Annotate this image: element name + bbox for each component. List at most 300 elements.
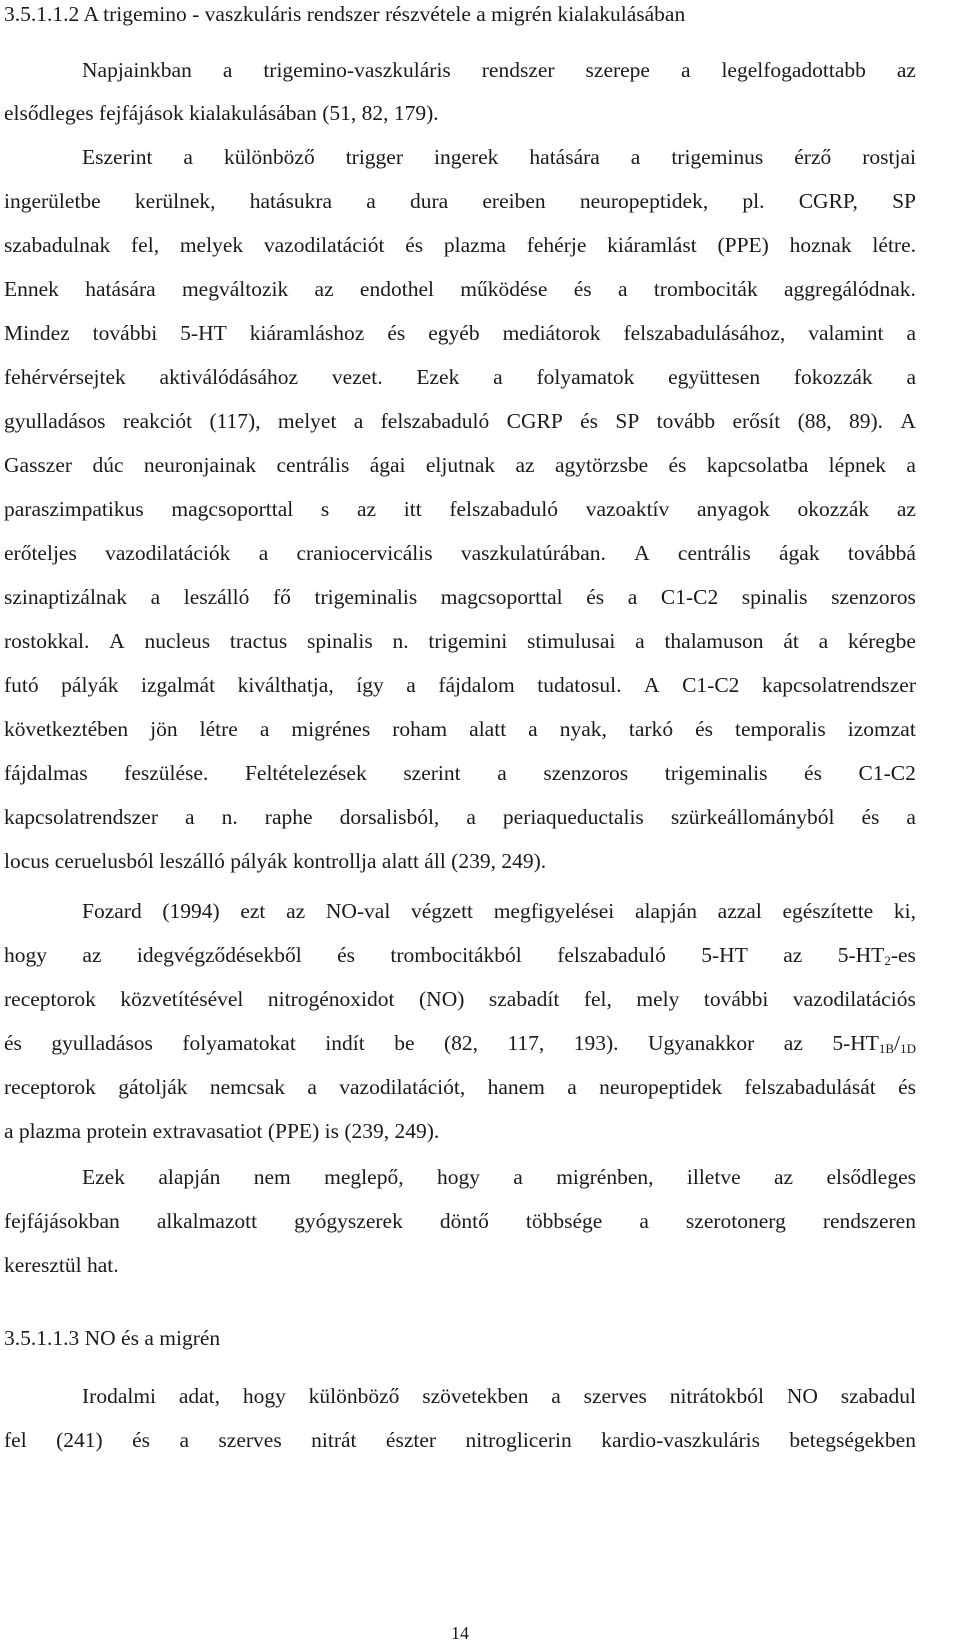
word: ágai xyxy=(369,453,406,477)
word: mediátorok xyxy=(502,321,601,345)
word: szenzoros xyxy=(831,585,916,609)
word: lépnek xyxy=(828,453,886,477)
word: ezt xyxy=(240,899,266,923)
word: az xyxy=(896,497,916,521)
word: folyamatok xyxy=(536,365,635,389)
word: Napjainkban xyxy=(82,58,192,82)
word: kardio-vaszkuláris xyxy=(601,1428,760,1452)
word: többsége xyxy=(525,1209,603,1233)
word: alatt xyxy=(469,717,507,741)
word: nitrátokból xyxy=(669,1384,765,1408)
word: futó xyxy=(4,673,39,697)
word: szenzoros xyxy=(543,761,629,785)
word: trigemini xyxy=(428,629,508,653)
word: felszabadulását xyxy=(744,1075,876,1099)
text-line xyxy=(4,323,916,345)
word: hanem xyxy=(487,1075,545,1099)
subscript: 1D xyxy=(900,1041,916,1056)
word: adat, xyxy=(178,1384,221,1408)
word: kapcsolatrendszer xyxy=(4,805,159,829)
text-line xyxy=(4,1033,916,1055)
word: fejfájásokban xyxy=(4,1209,120,1233)
text-line xyxy=(4,631,916,653)
word: receptorok xyxy=(4,1075,96,1099)
word: idegvégződésekből xyxy=(136,943,302,967)
word: C1-C2 xyxy=(858,761,916,785)
word: ágak xyxy=(779,541,820,565)
text-line xyxy=(82,1167,916,1189)
word: ingerek xyxy=(433,145,499,169)
word: $5-HT_{1B}/_{1D}$ xyxy=(832,1031,916,1056)
word: és xyxy=(861,805,880,829)
word: trigemino-vaszkuláris xyxy=(263,58,451,82)
word: tovább xyxy=(656,409,716,433)
page-number: 14 xyxy=(451,1623,469,1643)
word: 5-HT xyxy=(701,943,748,967)
word: indít xyxy=(325,1031,365,1055)
word: a xyxy=(497,761,507,785)
text-line: elsődleges fejfájások kialakulásában (51, 82, 179). xyxy=(4,101,439,125)
word: vazodilatációk xyxy=(105,541,231,565)
word: a xyxy=(627,585,638,609)
subscript: 2 xyxy=(884,953,891,968)
word: trombociták xyxy=(653,277,758,301)
word: észter xyxy=(385,1428,437,1452)
word: felszabadulásához, xyxy=(623,321,786,345)
word: fájdalom xyxy=(438,673,515,697)
word: kiválthatja, xyxy=(237,673,334,697)
word: a xyxy=(630,145,641,169)
word: (82, xyxy=(443,1031,478,1055)
word: craniocervicális xyxy=(296,541,433,565)
word: az xyxy=(356,497,377,521)
text-line xyxy=(4,235,916,257)
word: az xyxy=(314,277,334,301)
word: nucleus xyxy=(144,629,211,653)
word: alapján xyxy=(158,1165,221,1189)
word: különböző xyxy=(308,1384,400,1408)
word: a xyxy=(906,365,916,389)
word: mely xyxy=(636,987,680,1011)
word: izgalmát xyxy=(141,673,216,697)
word: felszabaduló xyxy=(557,943,666,967)
word: át xyxy=(783,629,799,653)
word: Ennek xyxy=(4,277,59,301)
word: egészítette xyxy=(782,899,874,923)
word: és xyxy=(804,761,822,785)
word: NO xyxy=(786,1384,818,1408)
text-line: keresztül hat. xyxy=(4,1253,119,1277)
word: fehérje xyxy=(526,233,587,257)
text-line xyxy=(4,945,916,967)
text-line xyxy=(4,807,916,829)
word: agytörzsbe xyxy=(554,453,649,477)
word: a xyxy=(307,1075,317,1099)
word: egyéb xyxy=(428,321,480,345)
text-line xyxy=(4,543,916,565)
word: n. xyxy=(221,805,238,829)
word: trigeminalis xyxy=(664,761,768,785)
word: a xyxy=(258,541,269,565)
word: tarkó xyxy=(628,717,674,741)
word: a xyxy=(639,1209,649,1233)
word: hatására xyxy=(529,145,600,169)
text-line xyxy=(4,279,916,301)
word: és xyxy=(132,1428,151,1452)
word: reakciót xyxy=(122,409,193,433)
word: megváltozik xyxy=(181,277,289,301)
word: Ezek xyxy=(416,365,460,389)
word: szabadul xyxy=(840,1384,916,1408)
word: tractus xyxy=(229,629,288,653)
word: Eszerint xyxy=(82,145,153,169)
word: szerves xyxy=(583,1384,647,1408)
word: az xyxy=(783,1031,803,1055)
word: Irodalmi xyxy=(82,1384,157,1408)
word: a xyxy=(222,58,233,82)
text-line xyxy=(4,719,916,741)
word: dorsalisból, xyxy=(339,805,440,829)
word: kapcsolatrendszer xyxy=(761,673,916,697)
word: fel, xyxy=(583,987,612,1011)
word: és xyxy=(4,1031,22,1055)
word: és xyxy=(573,277,592,301)
word: A xyxy=(900,409,916,433)
word: eljutnak xyxy=(425,453,496,477)
word: spinalis xyxy=(307,629,373,653)
word: 5-HT xyxy=(180,321,227,345)
word: legelfogadottabb xyxy=(721,58,866,82)
word: kiáramlást xyxy=(607,233,697,257)
word: további xyxy=(92,321,158,345)
text-line xyxy=(82,147,916,169)
word: nyak, xyxy=(559,717,607,741)
word: gyulladásos xyxy=(51,1031,153,1055)
word: CGRP, xyxy=(798,189,858,213)
word: következtében xyxy=(4,717,129,741)
text-line xyxy=(4,191,916,213)
word: Fozard xyxy=(82,899,142,923)
word: nemcsak xyxy=(209,1075,286,1099)
word: hogy xyxy=(4,943,47,967)
word: felszabaduló xyxy=(380,409,490,433)
section-heading: 3.5.1.1.3 NO és a migrén xyxy=(4,1326,221,1350)
word: és xyxy=(337,943,356,967)
word: és xyxy=(387,321,406,345)
word: a xyxy=(259,717,270,741)
word: megfigyelései xyxy=(493,899,615,923)
word: melyet xyxy=(277,409,337,433)
word: (NO) xyxy=(419,987,465,1011)
word: rendszeren xyxy=(822,1209,916,1233)
word: 117, xyxy=(507,1031,545,1055)
word: hogy xyxy=(242,1384,286,1408)
word: rendszer xyxy=(481,58,555,82)
word: együttesen xyxy=(668,365,761,389)
word: okozzák xyxy=(797,497,870,521)
word: fő xyxy=(272,585,291,609)
word: NO-val xyxy=(325,899,391,923)
word: a xyxy=(185,805,195,829)
word: betegségekben xyxy=(789,1428,916,1452)
word: ereiben xyxy=(482,189,546,213)
word: $5-HT_2-es$ xyxy=(837,943,916,968)
word: az xyxy=(82,943,102,967)
word: a xyxy=(617,277,628,301)
word: vazodilatációt xyxy=(263,233,385,257)
word: migrénben, xyxy=(556,1165,654,1189)
word: n. xyxy=(392,629,409,653)
word: rostokkal. xyxy=(4,629,90,653)
word: szürkeállományból xyxy=(670,805,835,829)
word: erőteljes xyxy=(4,541,77,565)
word: vezet. xyxy=(331,365,383,389)
word: leszálló xyxy=(183,585,250,609)
word: kéregbe xyxy=(847,629,916,653)
word: és xyxy=(898,1075,916,1099)
word: kerülnek, xyxy=(134,189,216,213)
word: szabadulnak xyxy=(4,233,111,257)
word: Ezek xyxy=(82,1165,125,1189)
word: szerepe xyxy=(585,58,650,82)
word: működése xyxy=(460,277,548,301)
word: szerves xyxy=(218,1428,282,1452)
word: folyamatokat xyxy=(182,1031,296,1055)
word: neuropeptidek xyxy=(599,1075,723,1099)
word: a xyxy=(635,629,645,653)
word: végzett xyxy=(410,899,474,923)
word: továbbá xyxy=(847,541,916,565)
word: kiáramláshoz xyxy=(249,321,365,345)
word: szabadít xyxy=(488,987,560,1011)
word: fehérvérsejtek xyxy=(4,365,126,389)
word: hatására xyxy=(85,277,156,301)
word: A xyxy=(644,673,660,697)
word: izomzat xyxy=(847,717,916,741)
word: Gasszer xyxy=(4,453,73,477)
word: receptorok xyxy=(4,987,96,1011)
word: migrénes xyxy=(291,717,371,741)
text-line xyxy=(4,675,916,697)
word: spinalis xyxy=(741,585,808,609)
word: a xyxy=(818,629,829,653)
word: 89). xyxy=(848,409,884,433)
word: létre. xyxy=(872,233,916,257)
word: erősít xyxy=(732,409,781,433)
word: (PPE) xyxy=(717,233,769,257)
text-line xyxy=(4,455,916,477)
word: szövetekben xyxy=(422,1384,529,1408)
text-line xyxy=(82,60,916,82)
word: ingerületbe xyxy=(4,189,101,213)
word: a xyxy=(906,453,916,477)
word: feszülése. xyxy=(124,761,209,785)
word: a xyxy=(366,189,376,213)
word: dúc xyxy=(92,453,124,477)
word: 193). xyxy=(573,1031,619,1055)
word: neuropeptidek, xyxy=(579,189,709,213)
word: s xyxy=(320,497,330,521)
word: a xyxy=(680,58,691,82)
word: anyagok xyxy=(696,497,770,521)
word: az xyxy=(896,58,916,82)
word: aktiválódásához xyxy=(159,365,299,389)
word: az xyxy=(515,453,535,477)
word: roham xyxy=(392,717,448,741)
word: a xyxy=(353,409,364,433)
word: trombocitákból xyxy=(390,943,522,967)
text-line xyxy=(4,1077,916,1099)
word: Feltételezések xyxy=(244,761,367,785)
text-line xyxy=(4,1430,916,1452)
word: trigger xyxy=(345,145,403,169)
word: döntő xyxy=(439,1209,489,1233)
word: SP xyxy=(615,409,640,433)
word: aggregálódnak. xyxy=(784,277,916,301)
word: vaszkulatúrában. xyxy=(460,541,606,565)
word: plazma xyxy=(443,233,506,257)
word: (241) xyxy=(56,1428,103,1452)
word: nitroglicerin xyxy=(465,1428,572,1452)
word: szinaptizálnak xyxy=(4,585,127,609)
word: hatásukra xyxy=(249,189,333,213)
word: fel xyxy=(4,1428,27,1452)
word: A xyxy=(634,541,650,565)
word: melyek xyxy=(179,233,244,257)
word: centrális xyxy=(677,541,751,565)
word: temporalis xyxy=(735,717,826,741)
subscript: 1B xyxy=(878,1041,895,1056)
text-line xyxy=(4,1211,916,1233)
word: valamint xyxy=(808,321,884,345)
word: centrális xyxy=(276,453,350,477)
word: a xyxy=(513,1165,523,1189)
text-line xyxy=(4,587,916,609)
word: be xyxy=(394,1031,415,1055)
word: fel, xyxy=(131,233,160,257)
word: a xyxy=(528,717,538,741)
word: a xyxy=(493,365,503,389)
word: alkalmazott xyxy=(156,1209,258,1233)
word: a xyxy=(150,585,161,609)
word: trigeminalis xyxy=(314,585,418,609)
word: az xyxy=(286,899,306,923)
word: felszabaduló xyxy=(449,497,559,521)
word: pályák xyxy=(61,673,119,697)
word: és xyxy=(586,585,605,609)
word: CGRP xyxy=(506,409,563,433)
word: gyulladásos xyxy=(4,409,106,433)
word: SP xyxy=(892,189,916,213)
word: a xyxy=(183,145,193,169)
word: szerotonerg xyxy=(685,1209,786,1233)
word: C1-C2 xyxy=(660,585,719,609)
word: a xyxy=(466,805,476,829)
word: és xyxy=(668,453,687,477)
word: periaqueductalis xyxy=(502,805,644,829)
text-line xyxy=(4,989,916,1011)
text-line xyxy=(4,411,916,433)
word: és xyxy=(695,717,713,741)
word: különböző xyxy=(223,145,315,169)
word: Ugyanakkor xyxy=(648,1031,755,1055)
word: (1994) xyxy=(162,899,220,923)
word: a xyxy=(406,673,416,697)
word: magcsoporttal xyxy=(171,497,294,521)
word: trigeminus xyxy=(671,145,764,169)
word: thalamuson xyxy=(664,629,764,653)
word: vazoaktív xyxy=(585,497,670,521)
word: Mindez xyxy=(4,321,70,345)
word: endothel xyxy=(359,277,434,301)
word: szerint xyxy=(403,761,461,785)
word: neuronjainak xyxy=(143,453,257,477)
word: és xyxy=(405,233,424,257)
word: itt xyxy=(403,497,422,521)
word: magcsoporttal xyxy=(440,585,563,609)
word: raphe xyxy=(264,805,313,829)
word: gyógyszerek xyxy=(294,1209,403,1233)
word: kapcsolatba xyxy=(706,453,809,477)
word: ki, xyxy=(893,899,916,923)
text-line xyxy=(82,901,916,923)
word: hoznak xyxy=(789,233,852,257)
word: fokozzák xyxy=(793,365,873,389)
word: az xyxy=(773,1165,794,1189)
word: jön xyxy=(150,717,178,741)
section-heading: 3.5.1.1.2 A trigemino - vaszkuláris rendszer részvétele a migrén kialakulásában xyxy=(4,2,686,26)
word: a xyxy=(567,1075,577,1099)
word: vazodilatációt, xyxy=(339,1075,466,1099)
word: A xyxy=(109,629,125,653)
word: C1-C2 xyxy=(682,673,740,697)
word: illetve xyxy=(686,1165,741,1189)
text-line xyxy=(4,367,916,389)
text-line: locus ceruelusból leszálló pályák kontrollja alatt áll (239, 249). xyxy=(4,849,547,873)
text-line xyxy=(4,763,916,785)
word: érző xyxy=(794,145,832,169)
word: fájdalmas xyxy=(4,761,88,785)
word: további xyxy=(703,987,769,1011)
word: nitrogénoxidot xyxy=(267,987,395,1011)
word: pl. xyxy=(742,189,765,213)
text-line: a plazma protein extravasatiot (PPE) is (239, 249). xyxy=(4,1119,440,1143)
word: vazodilatációs xyxy=(792,987,916,1011)
word: (117), xyxy=(209,409,261,433)
word: paraszimpatikus xyxy=(4,497,144,521)
word: nitrát xyxy=(311,1428,357,1452)
word: stimulusai xyxy=(526,629,616,653)
word: a xyxy=(906,805,916,829)
word: elsődleges xyxy=(826,1165,916,1189)
word: közvetítésével xyxy=(120,987,244,1011)
word: létre xyxy=(199,717,238,741)
text-line xyxy=(4,499,916,521)
word: nem xyxy=(253,1165,291,1189)
word: tudatosul. xyxy=(537,673,622,697)
word: így xyxy=(356,673,384,697)
word: rostjai xyxy=(862,145,916,169)
word: dura xyxy=(410,189,449,213)
word: hogy xyxy=(436,1165,480,1189)
word: gátolják xyxy=(118,1075,188,1099)
word: a xyxy=(179,1428,189,1452)
word: alapján xyxy=(634,899,698,923)
text-line xyxy=(82,1386,916,1408)
word: (88, xyxy=(797,409,832,433)
word: és xyxy=(580,409,599,433)
word: azzal xyxy=(717,899,762,923)
